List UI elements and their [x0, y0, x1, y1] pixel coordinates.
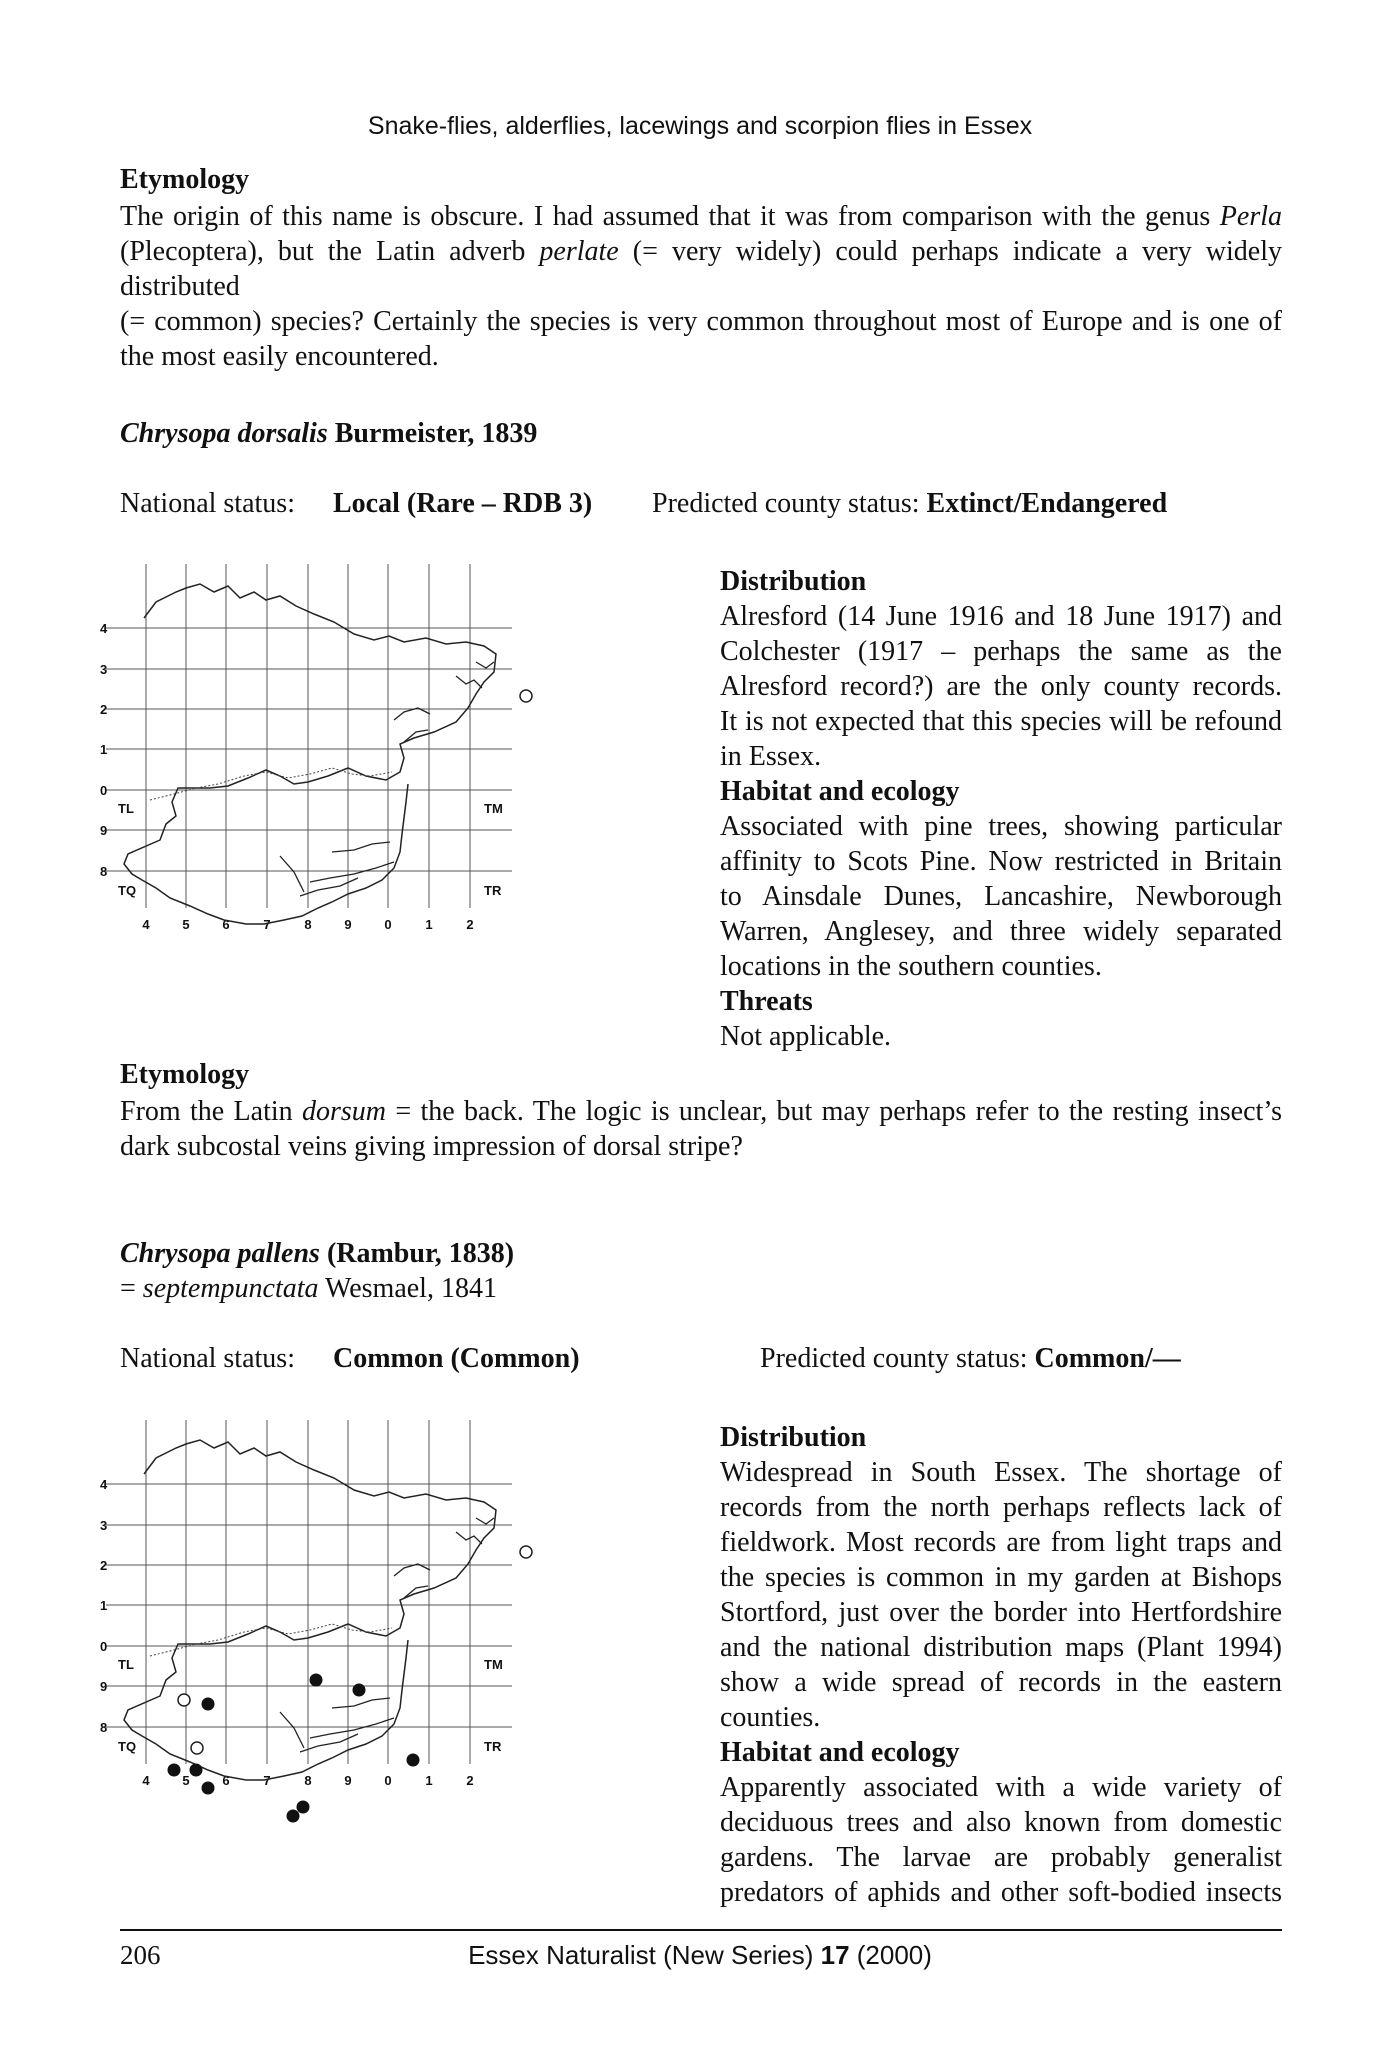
- estuary-line: [394, 708, 430, 720]
- estuary-line: [280, 1712, 304, 1748]
- national-status-value-1: Local (Rare – RDB 3): [333, 488, 593, 519]
- threats-text-1: Not applicable.: [720, 1021, 892, 1052]
- distribution-map-dorsalis: [100, 562, 694, 1032]
- distribution-line: Stortford, just over the border into Hertfordshire: [720, 1597, 1282, 1628]
- habitat-line: Associated with pine trees, showing particular: [720, 811, 1282, 842]
- etymology-paragraph-1: [120, 1094, 1282, 1164]
- map-x-label: 9: [344, 1773, 352, 1788]
- national-status-label-1: National status:: [120, 488, 295, 519]
- record-dot: [297, 1801, 310, 1814]
- map-y-label: 8: [100, 1720, 108, 1735]
- habitat-line: gardens. The larvae are probably generalist: [720, 1842, 1282, 1873]
- record-dot: [310, 1674, 323, 1687]
- estuary-line: [476, 1518, 494, 1524]
- etymology-1-line-1: From the Latin dorsum = the back. The logic is unclear, but may perhaps refer to the resting insect’s: [120, 1096, 1282, 1127]
- map-y-label: 3: [100, 662, 108, 677]
- journal-citation: Essex Naturalist (New Series) 17 (2000): [468, 1940, 932, 1970]
- etymology-line-2: (Plecoptera), but the Latin adverb perlate (= very widely) could perhaps indicate a very widely distributed: [120, 236, 1282, 302]
- etymology-heading-1: Etymology: [120, 1059, 250, 1090]
- distribution-map-pallens: [100, 1418, 694, 1888]
- map-x-label: 8: [304, 917, 312, 932]
- national-status-value-2: Common (Common): [333, 1343, 580, 1374]
- estuary-line: [310, 862, 394, 882]
- habitat-line: to Ainsdale Dunes, Lancashire, Newborough: [720, 881, 1282, 912]
- record-open-circle: [191, 1742, 203, 1754]
- etymology-heading-top: Etymology: [120, 164, 250, 195]
- map-y-label: 2: [100, 1558, 108, 1573]
- species1-description: [720, 564, 1282, 1054]
- distribution-line: the species is common in my garden at Bishops: [720, 1562, 1282, 1593]
- map-x-label: 0: [384, 917, 392, 932]
- map-x-label: 7: [263, 917, 271, 932]
- map-x-label: 0: [384, 1773, 392, 1788]
- map-y-label: 9: [100, 823, 108, 838]
- estuary-line: [476, 662, 494, 668]
- record-open-circle: [520, 690, 532, 702]
- distribution-line: fieldwork. Most records are from light traps and: [720, 1527, 1282, 1558]
- distribution-heading-2: Distribution: [720, 1422, 867, 1453]
- running-header: Snake-flies, alderflies, lacewings and scorpion flies in Essex: [367, 112, 1033, 140]
- map-y-label: 1: [100, 1598, 108, 1613]
- species2-description: [720, 1420, 1282, 1910]
- record-dot: [190, 1764, 203, 1777]
- map-y-label: 2: [100, 702, 108, 717]
- map-x-label: 1: [425, 1773, 433, 1788]
- etymology-line-1: The origin of this name is obscure. I had assumed that it was from comparison with the genus Perla: [120, 201, 1282, 232]
- distribution-line: in Essex.: [720, 741, 822, 772]
- record-open-circle: [178, 1694, 190, 1706]
- distribution-line: It is not expected that this species will be refound: [720, 706, 1282, 737]
- map-square-label: TM: [484, 801, 503, 816]
- estuary-line: [332, 1698, 390, 1708]
- map-square-label: TQ: [118, 883, 137, 898]
- record-open-circle: [520, 1546, 532, 1558]
- map-x-label: 5: [182, 917, 190, 932]
- map-x-label: 4: [142, 1773, 150, 1788]
- map-x-label: 7: [263, 1773, 271, 1788]
- map-x-label: 2: [466, 917, 474, 932]
- essex-outline: [124, 584, 496, 924]
- map-x-label: 8: [304, 1773, 312, 1788]
- habitat-heading-2: Habitat and ecology: [720, 1737, 960, 1768]
- record-dot: [202, 1698, 215, 1711]
- footer-rule: [120, 1929, 1282, 1931]
- habitat-line: deciduous trees and also known from domestic: [720, 1807, 1282, 1838]
- estuary-line: [280, 856, 304, 892]
- distribution-line: records from the north perhaps reflects lack of: [720, 1492, 1282, 1523]
- map-square-label: TL: [118, 1657, 134, 1672]
- record-dot: [407, 1754, 420, 1767]
- estuary-line: [456, 1532, 482, 1544]
- record-dot: [287, 1810, 300, 1823]
- page-number: 206: [120, 1940, 161, 1970]
- map-square-label: TR: [484, 883, 502, 898]
- species-title-dorsalis: Chrysopa dorsalis Burmeister, 1839: [120, 418, 538, 449]
- estuary-line: [394, 1564, 430, 1576]
- distribution-line: counties.: [720, 1702, 821, 1733]
- distribution-line: Widespread in South Essex. The shortage of: [720, 1457, 1282, 1488]
- county-status-2: Predicted county status: Common/—: [760, 1343, 1181, 1374]
- map-grid: [106, 564, 512, 908]
- habitat-line: affinity to Scots Pine. Now restricted in Britain: [720, 846, 1282, 877]
- map-y-label: 3: [100, 1518, 108, 1533]
- map-y-label: 1: [100, 742, 108, 757]
- estuary-line: [332, 842, 390, 852]
- distribution-heading-1: Distribution: [720, 566, 867, 597]
- map-y-label: 4: [100, 1477, 108, 1492]
- record-dot: [353, 1684, 366, 1697]
- distribution-line: Alresford record?) are the only county records.: [720, 671, 1282, 702]
- estuary-line: [310, 1718, 394, 1738]
- map-y-label: 8: [100, 864, 108, 879]
- distribution-line: and the national distribution maps (Plant 1994): [720, 1632, 1282, 1663]
- map-x-label: 2: [466, 1773, 474, 1788]
- map-x-label: 5: [182, 1773, 190, 1788]
- map-square-label: TM: [484, 1657, 503, 1672]
- threats-heading-1: Threats: [720, 986, 813, 1017]
- map-square-label: TR: [484, 1739, 502, 1754]
- etymology-line-4: the most easily encountered.: [120, 341, 439, 372]
- national-status-label-2: National status:: [120, 1343, 295, 1374]
- etymology-paragraph-top: [120, 199, 1282, 374]
- map-x-label: 9: [344, 917, 352, 932]
- map-y-label: 9: [100, 1679, 108, 1694]
- species-title-pallens: Chrysopa pallens (Rambur, 1838): [120, 1238, 515, 1269]
- map-square-label: TQ: [118, 1739, 137, 1754]
- county-status-1: Predicted county status: Extinct/Endangered: [652, 488, 1168, 519]
- habitat-heading-1: Habitat and ecology: [720, 776, 960, 807]
- distribution-line: Colchester (1917 – perhaps the same as the: [720, 636, 1282, 667]
- map-x-label: 1: [425, 917, 433, 932]
- habitat-line: locations in the southern counties.: [720, 951, 1102, 982]
- map-x-label: 4: [142, 917, 150, 932]
- essex-outline: [124, 1440, 496, 1780]
- record-dot: [202, 1782, 215, 1795]
- map-y-label: 0: [100, 1639, 108, 1654]
- map-grid: [106, 1420, 512, 1764]
- etymology-line-3: (= common) species? Certainly the species is very common throughout most of Europe and is one of: [120, 306, 1282, 337]
- record-dot: [168, 1764, 181, 1777]
- map-x-label: 6: [222, 1773, 230, 1788]
- map-x-label: 6: [222, 917, 230, 932]
- map-y-label: 0: [100, 783, 108, 798]
- etymology-1-line-2: dark subcostal veins giving impression of dorsal stripe?: [120, 1131, 743, 1162]
- synonym-pallens: = septempunctata Wesmael, 1841: [120, 1273, 497, 1304]
- habitat-line: Warren, Anglesey, and three widely separated: [720, 916, 1282, 947]
- map-y-label: 4: [100, 621, 108, 636]
- habitat-line: Apparently associated with a wide variety of: [720, 1772, 1282, 1803]
- distribution-line: Alresford (14 June 1916 and 18 June 1917) and: [720, 601, 1282, 632]
- distribution-line: show a wide spread of records in the eastern: [720, 1667, 1282, 1698]
- map-square-label: TL: [118, 801, 134, 816]
- habitat-line: predators of aphids and other soft-bodied insects: [720, 1877, 1282, 1908]
- estuary-line: [456, 676, 482, 688]
